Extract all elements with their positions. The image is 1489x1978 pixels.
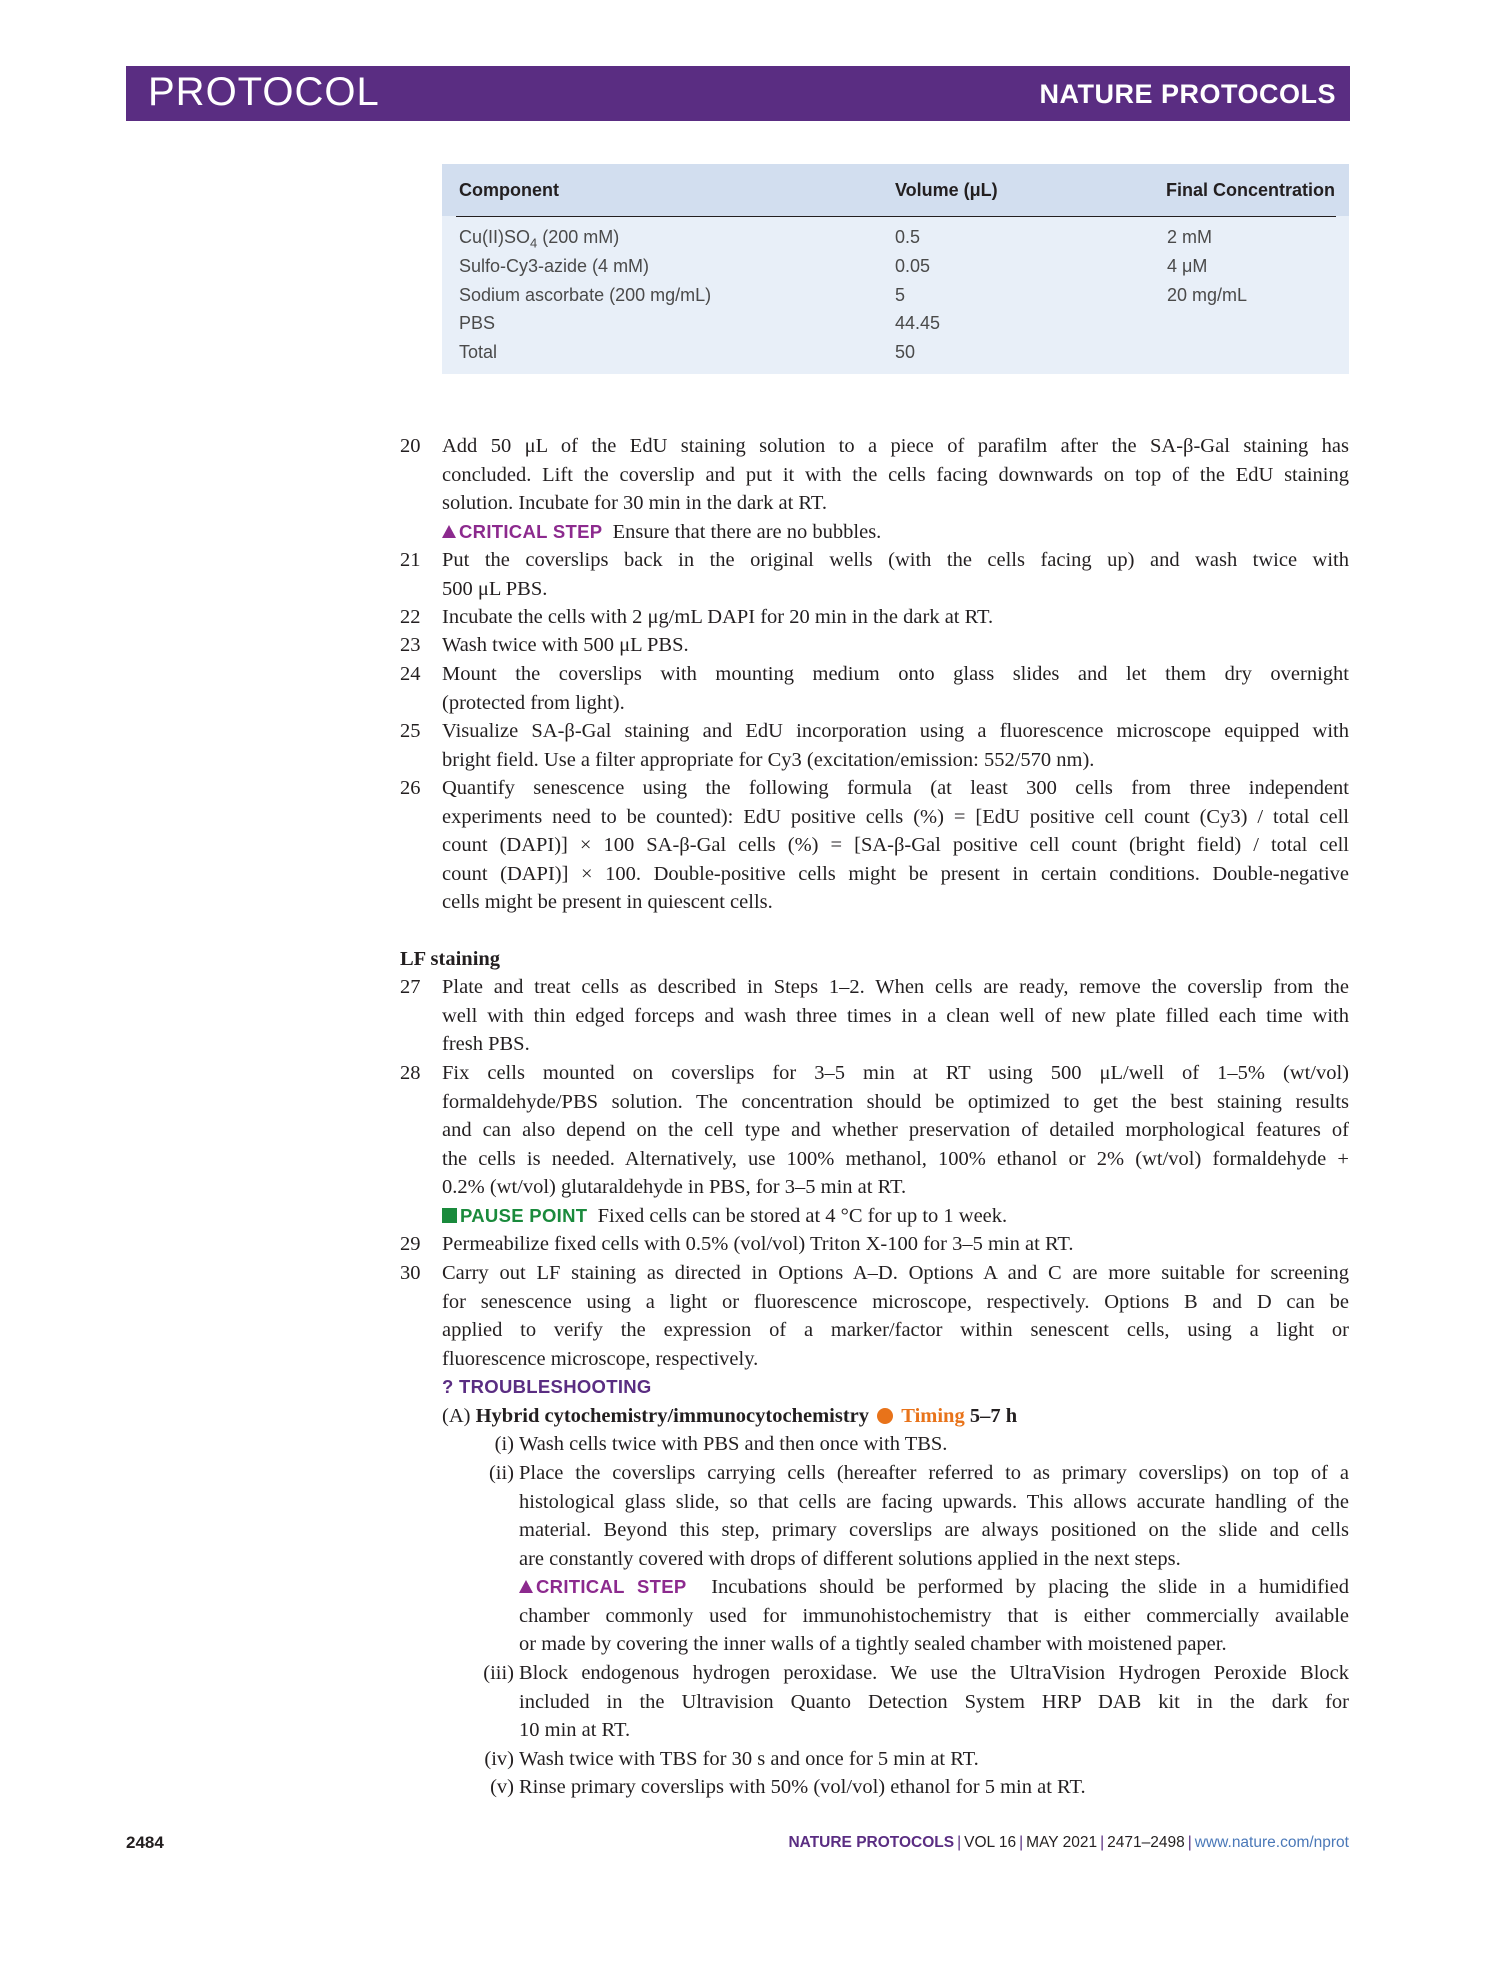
step-29: Permeabilize fixed cells with 0.5% (vol/vol) Triton X-100 for 3–5 min at RT. — [442, 1233, 1074, 1255]
triangle-icon — [519, 1580, 533, 1593]
timing-dot-icon — [877, 1408, 893, 1424]
step-25: Visualize SA-β-Gal staining and EdU incorporation using a fluorescence microscope equipped with bright field. Use a filter appropriate for Cy3 (excitation/emission: 552/570 nm). — [442, 720, 1349, 771]
substep-i: Wash cells twice with PBS and then once with TBS. — [519, 1433, 948, 1455]
step-26: Quantify senescence using the following formula (at least 300 cells from three independent experiments need to be counted): EdU positive cells (%) = [EdU positive cell count (Cy3) / total cell count (DAPI)] × 100 SA-β-Gal cells (%) = [SA-β-Gal positive cell count (bright field) / total cell count (DAPI)] × 100. Double-positive cells might be present in certain conditions. Double-negative cells might be present in quiescent cells. — [442, 777, 1349, 913]
substep-v: Rinse primary coverslips with 50% (vol/vol) ethanol for 5 min at RT. — [519, 1776, 1086, 1798]
table-cell-concentration: 2 mM — [1167, 227, 1212, 247]
critical-step-note: CRITICAL STEP Ensure that there are no bubbles. — [442, 518, 1349, 547]
step-21: Put the coverslips back in the original wells (with the cells facing up) and wash twice with 500 μL PBS. — [442, 549, 1349, 600]
footer-date: MAY 2021 — [1026, 1834, 1098, 1851]
step-30: Carry out LF staining as directed in Options A–D. Options A and C are more suitable for screening for senescence using a light or fluorescence microscope, respectively. Options B and D can be applied to verify the expression of a marker/factor within senescent cells, using a light or fluorescence microscope, respectively. ? TROUBLESHOOTING (A) Hybrid cytochemistry/immunocytochemistry Timing 5–7 h — [442, 1259, 1349, 1430]
table-header-concentration: Final Concentration — [1165, 180, 1335, 200]
step-24: Mount the coverslips with mounting medium onto glass slides and let them dry overnight (protected from light). — [442, 663, 1349, 714]
step-number: 20 — [400, 435, 421, 457]
substep-number: (ii) — [488, 1462, 514, 1484]
reagent-table — [442, 164, 1349, 374]
step-number: 26 — [400, 777, 421, 799]
substep-number: (i) — [494, 1433, 514, 1455]
table-cell-component: Sulfo-Cy3-azide (4 mM) — [459, 256, 650, 276]
table-cell-component: $Cu(II)SO_4$ (200 mM) — [459, 227, 620, 251]
step-number: 30 — [400, 1262, 421, 1284]
table-rule — [456, 216, 1336, 217]
step-22: Incubate the cells with 2 μg/mL DAPI for 20 min in the dark at RT. — [442, 606, 994, 628]
step-28: Fix cells mounted on coverslips for 3–5 min at RT using 500 μL/well of 1–5% (wt/vol) formaldehyde/PBS solution. The concentration should be optimized to get the best staining results and can also depend on the cell type and whether preservation of detailed morphological features of the cells is needed. Alternatively, use 100% methanol, 100% ethanol or 2% (wt/vol) formaldehyde + 0.2% (wt/vol) glutaraldehyde in PBS, for 3–5 min at RT. PAUSE POINT Fixed cells can be stored at 4 °C for up to 1 week. — [442, 1059, 1349, 1230]
step-number: 21 — [400, 549, 421, 571]
substep-number: (v) — [490, 1776, 514, 1798]
page-number: 2484 — [126, 1833, 164, 1852]
step-number: 28 — [400, 1062, 421, 1084]
footer-citation: NATURE PROTOCOLS | VOL 16 | MAY 2021 | 2471–2498 | www.nature.com/nprot — [788, 1834, 1349, 1851]
footer-volume: VOL 16 — [964, 1834, 1017, 1851]
table-header-component: Component — [459, 180, 559, 200]
table-cell-volume: 0.5 — [895, 227, 921, 247]
table-cell-component: Total — [459, 342, 498, 362]
page-header — [126, 66, 1350, 121]
table-cell-concentration: 20 mg/mL — [1167, 285, 1248, 305]
substep-number: (iv) — [484, 1748, 514, 1770]
substep-number: (iii) — [483, 1662, 514, 1684]
step-20: Add 50 μL of the EdU staining solution to a piece of parafilm after the SA-β-Gal staining has concluded. Lift the coverslip and put it with the cells facing downwards on top of the EdU staining solution. Incubate for 30 min in the dark at RT. CRITICAL STEP Ensure that there are no bubbles. — [442, 432, 1349, 546]
step-number: 27 — [400, 976, 421, 998]
section-heading: LF staining — [400, 948, 501, 970]
table-cell-volume: 5 — [895, 285, 906, 305]
step-number: 29 — [400, 1233, 421, 1255]
critical-step-note: CRITICAL STEP Incubations should be performed by placing the slide in a humidified — [519, 1573, 1349, 1602]
step-27: Plate and treat cells as described in Steps 1–2. When cells are ready, remove the coverslip from the well with thin edged forceps and wash three times in a clean well of new plate filled each time with fresh PBS. — [442, 976, 1349, 1055]
option-a-heading: (A) Hybrid cytochemistry/immunocytochemistry Timing 5–7 h — [442, 1404, 1018, 1427]
table-cell-volume: 0.05 — [895, 256, 931, 276]
square-icon — [442, 1208, 457, 1223]
substep-iii: Block endogenous hydrogen peroxidase. We use the UltraVision Hydrogen Peroxide Block included in the Ultravision Quanto Detection System HRP DAB kit in the dark for 10 min at RT. — [519, 1662, 1349, 1741]
substep-ii: Place the coverslips carrying cells (hereafter referred to as primary coverslips) on top of a histological glass slide, so that cells are facing upwards. This allows accurate handling of the material. Beyond this step, primary coverslips are always positioned on the slide and cells are constantly covered with drops of different solutions applied in the next steps. CRITICAL STEP Incubations should be performed by placing the slide in a humidified chamber commonly used for immunohistochemistry that is either commercially available or made by covering the inner walls of a tightly sealed chamber with moistened paper. — [519, 1462, 1349, 1655]
table-header-volume: Volume (μL) — [895, 180, 998, 200]
triangle-icon — [442, 525, 456, 538]
journal-name: NATURE PROTOCOLS — [1039, 79, 1336, 109]
step-number: 22 — [400, 606, 421, 628]
table-cell-volume: 50 — [895, 342, 916, 362]
substep-iv: Wash twice with TBS for 30 s and once for 5 min at RT. — [519, 1748, 979, 1770]
footer-pages: 2471–2498 — [1107, 1834, 1185, 1851]
table-cell-volume: 44.45 — [895, 313, 941, 333]
table-cell-component: Sodium ascorbate (200 mg/mL) — [459, 285, 712, 305]
footer-url-link[interactable]: www.nature.com/nprot — [1194, 1834, 1349, 1851]
table-cell-concentration: 4 μM — [1167, 256, 1208, 276]
step-number: 25 — [400, 720, 421, 742]
step-number: 24 — [400, 663, 421, 685]
troubleshooting-link[interactable]: ? TROUBLESHOOTING — [442, 1376, 652, 1397]
section-label: PROTOCOL — [148, 70, 380, 114]
table-cell-component: PBS — [459, 313, 496, 333]
step-23: Wash twice with 500 μL PBS. — [442, 634, 689, 656]
pause-point-note: PAUSE POINT Fixed cells can be stored at 4 °C for up to 1 week. — [442, 1202, 1349, 1231]
step-number: 23 — [400, 634, 421, 656]
footer-journal: NATURE PROTOCOLS — [788, 1834, 955, 1851]
